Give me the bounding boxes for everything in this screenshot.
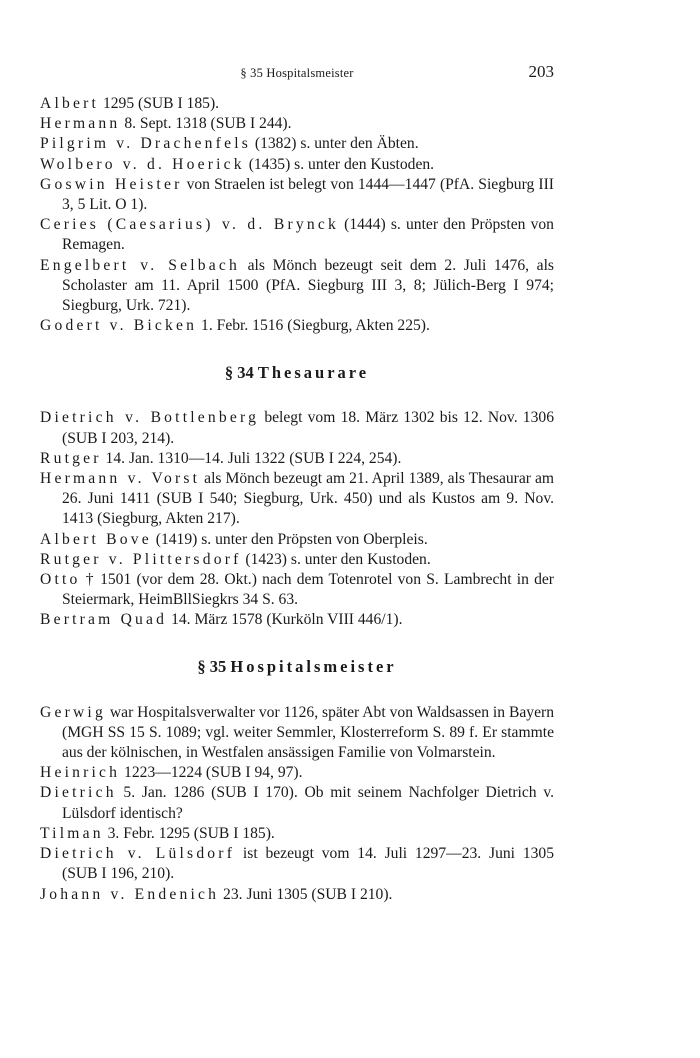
entry-text: 23. Juni 1305 (SUB I 210).: [219, 885, 393, 903]
entry-text: als Mönch bezeugt seit dem 2. Juli 1476, als Scholaster am 11. April 1500 (PfA. Siegburg III 3, 8; Jülich-Berg I 974; Siegburg, Urk. 721).: [62, 256, 554, 315]
entry-text: (1419) s. unter den Pröpsten von Oberpleis.: [151, 530, 428, 548]
entry-name: Heinrich: [40, 764, 121, 782]
entry-text: 3. Febr. 1295 (SUB I 185).: [103, 824, 275, 842]
entry-text: (1382) s. unter den Äbten.: [251, 135, 419, 153]
entry-name: Hermann: [40, 115, 121, 133]
entry-name: Rutger: [40, 449, 102, 467]
entry-name: Rutger v. Plittersdorf: [40, 550, 242, 568]
section-heading-hospitalsmeister: [40, 657, 554, 677]
entry: [40, 155, 554, 175]
entry: [40, 703, 554, 764]
entry-text: (1444) s. unter den Pröpsten von Remagen.: [62, 216, 554, 254]
entry: [40, 763, 554, 783]
entry: [40, 256, 554, 317]
entry-name: Otto: [40, 571, 81, 589]
section-title: Hospitalsmeister: [230, 656, 397, 676]
entry: [40, 550, 554, 570]
entry: [40, 449, 554, 469]
entry-text: † 1501 (vor dem 28. Okt.) nach dem Totenrotel von S. Lambrecht in der Steiermark, HeimBllSiegkrs 34 S. 63.: [62, 571, 554, 609]
entry-name: Tilman: [40, 824, 104, 842]
entry-name: Wolbero v. d. Hoerick: [40, 155, 245, 173]
entry-text: (1423) s. unter den Kustoden.: [241, 550, 431, 568]
section-number: § 35: [197, 656, 227, 676]
entry-name: Goswin Heister: [40, 175, 183, 193]
entry-name: Hermann v. Vorst: [40, 470, 201, 488]
entry-name: Johann v. Endenich: [40, 885, 220, 903]
entry-name: Gerwig: [40, 703, 106, 721]
section-heading-thesaurare: [40, 363, 554, 383]
running-title: § 35 Hospitalsmeister: [240, 66, 354, 80]
entry-text: als Mönch bezeugt am 21. April 1389, als Thesaurar am 26. Juni 1411 (SUB I 540; Siegburg, Urk. 450) und als Kustos am 9. Nov. 1413 (Siegburg, Akten 217).: [62, 470, 554, 528]
entry-name: Ceries (Caesarius) v. d. Brynck: [40, 216, 339, 234]
entry: [40, 408, 554, 448]
entry-name: Dietrich: [40, 784, 117, 802]
page: [40, 62, 554, 905]
entry-text: 1223—1224 (SUB I 94, 97).: [120, 764, 303, 782]
entry-text: 14. Jan. 1310—14. Juli 1322 (SUB I 224, 254).: [101, 449, 402, 467]
entry-text: 14. März 1578 (Kurköln VIII 446/1).: [167, 611, 403, 629]
entry-name: Pilgrim v. Drachenfels: [40, 135, 251, 153]
entry-name: Godert v. Bicken: [40, 317, 198, 335]
entry: [40, 885, 554, 905]
entry-text: 8. Sept. 1318 (SUB I 244).: [120, 115, 292, 133]
section-number: § 34: [224, 363, 254, 383]
entry: [40, 469, 554, 530]
entry-text: war Hospitalsverwalter vor 1126, später Abt von Waldsassen in Bayern (MGH SS 15 S. 1089; vgl. weiter Semmler, Klosterreform S. 89 f. Er stammte aus der kölnischen, in Westfalen ansässigen Familie von Volmarstein.: [62, 703, 554, 762]
entry-text: (1435) s. unter den Kustoden.: [244, 155, 435, 173]
entry-name: Dietrich v. Bottlenberg: [40, 409, 260, 427]
entry: [40, 783, 554, 823]
running-head: [40, 62, 554, 88]
entry-name: Engelbert v. Selbach: [40, 256, 240, 274]
entry-text: von Straelen ist belegt von 1444—1447 (PfA. Siegburg III 3, 5 Lit. O 1).: [62, 175, 554, 214]
entry: [40, 316, 554, 336]
entry-name: Albert: [40, 95, 100, 112]
entries-top: [40, 94, 554, 336]
entry: [40, 114, 554, 134]
entry: [40, 824, 554, 844]
entry-text: ist bezeugt vom 14. Juli 1297—23. Juni 1305 (SUB I 196, 210).: [62, 845, 555, 883]
entries-thesaurare: [40, 408, 554, 630]
entry: [40, 134, 554, 154]
section-title: Thesaurare: [257, 363, 370, 383]
entry-text: 1295 (SUB I 185).: [99, 95, 220, 112]
entry: [40, 175, 554, 215]
entry: [40, 844, 554, 884]
entry: [40, 610, 554, 630]
entry: [40, 530, 554, 550]
entry-text: belegt vom 18. März 1302 bis 12. Nov. 1306 (SUB I 203, 214).: [62, 409, 554, 447]
entry: [40, 215, 554, 255]
entry-text: 5. Jan. 1286 (SUB I 170). Ob mit seinem Nachfolger Dietrich v. Lülsdorf identisch?: [62, 784, 554, 822]
entry: [40, 94, 554, 114]
entry-name: Bertram Quad: [40, 611, 168, 629]
entries-hospitalsmeister: [40, 703, 554, 905]
entry-name: Albert Bove: [40, 530, 152, 548]
page-number: 203: [528, 62, 554, 81]
entry-text: 1. Febr. 1516 (Siegburg, Akten 225).: [197, 317, 430, 335]
entry-name: Dietrich v. Lülsdorf: [40, 845, 236, 863]
entry: [40, 570, 554, 610]
